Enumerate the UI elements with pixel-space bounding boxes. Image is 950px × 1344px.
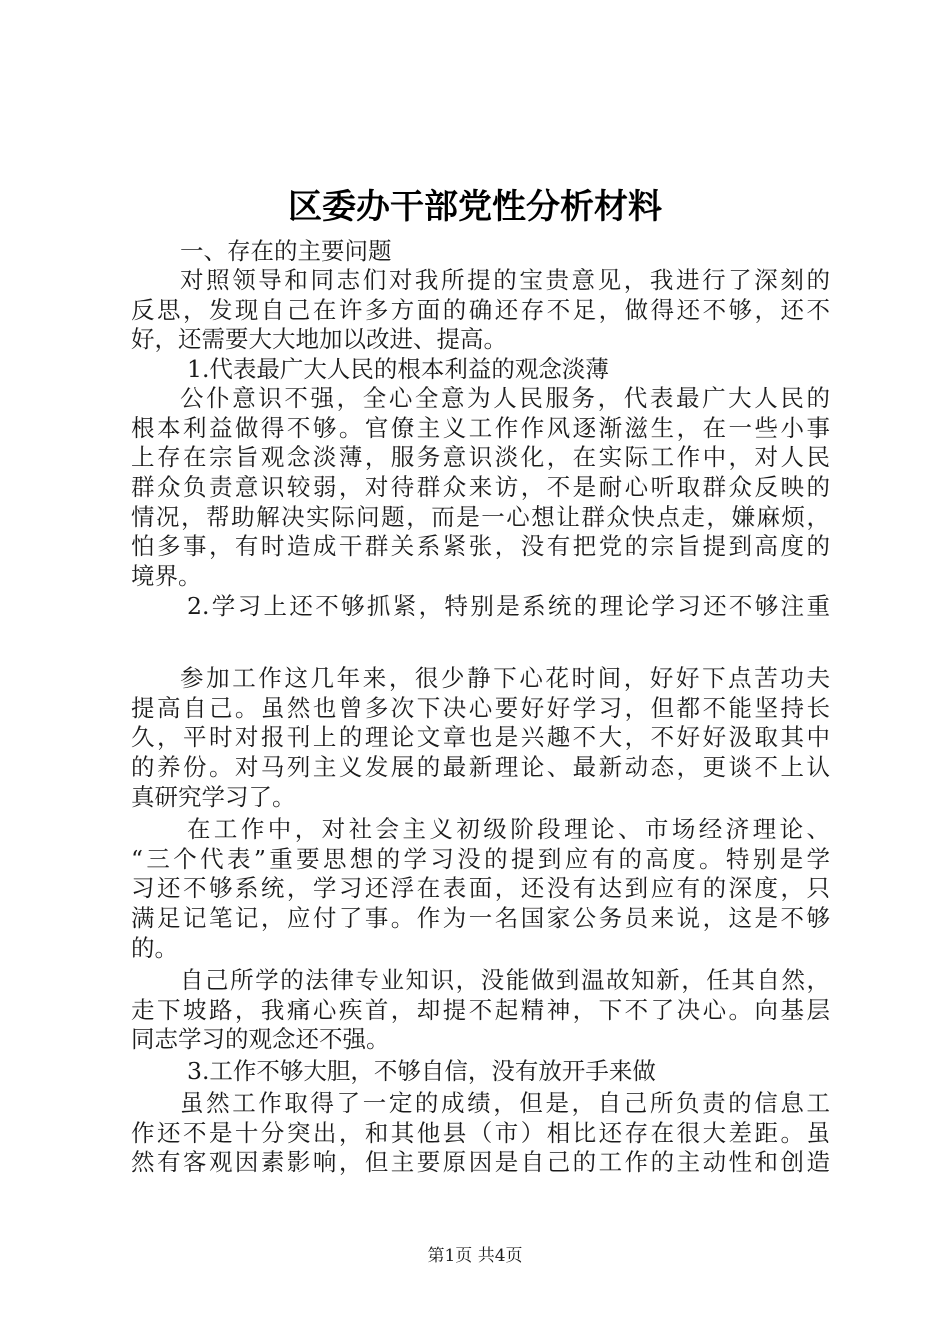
paragraph-line: 群众负责意识较弱，对待群众来访，不是耐心听取群众反映的 [131,473,830,501]
section-heading: 一、存在的主要问题 [180,237,392,265]
paragraph-line: 境界。 [131,562,202,590]
paragraph-line: 的。 [131,934,178,962]
paragraph-line: 走下坡路，我痛心疾首，却提不起精神，下不了决心。向基层 [131,996,830,1024]
paragraph-line: 根本利益做得不够。官僚主义工作作风逐渐滋生，在一些小事 [131,414,830,442]
subsection-heading: 2.学习上还不够抓紧，特别是系统的理论学习还不够注重 [187,592,830,620]
subsection-heading: 1.代表最广大人民的根本利益的观念淡薄 [187,355,609,383]
paragraph-line: 虽然工作取得了一定的成绩，但是，自己所负责的信息工 [180,1089,830,1117]
paragraph-line: 公仆意识不强，全心全意为人民服务，代表最广大人民的 [180,384,830,412]
paragraph-line: 提高自己。虽然也曾多次下决心要好好学习，但都不能坚持长 [131,694,830,722]
paragraph-line: 久，平时对报刊上的理论文章也是兴趣不大，不好好汲取其中 [131,723,830,751]
paragraph-line: 作还不是十分突出，和其他县（市）相比还存在很大差距。虽 [131,1119,830,1147]
page-number-footer: 第1页 共4页 [427,1246,523,1266]
paragraph-line: 情况，帮助解决实际问题，而是一心想让群众快点走，嫌麻烦， [131,503,830,531]
paragraph-line: 同志学习的观念还不强。 [131,1025,390,1053]
paragraph-line: 然有客观因素影响，但主要原因是自己的工作的主动性和创造 [131,1148,830,1176]
paragraph-line: 对照领导和同志们对我所提的宝贵意见，我进行了深刻的 [180,266,830,294]
paragraph-line: 自己所学的法律专业知识，没能做到温故知新，任其自然， [180,966,830,994]
subsection-heading: 3.工作不够大胆，不够自信，没有放开手来做 [187,1057,656,1085]
paragraph-line: “三个代表”重要思想的学习没的提到应有的高度。特别是学 [131,845,830,873]
paragraph-line: 满足记笔记，应付了事。作为一名国家公务员来说，这是不够 [131,904,830,932]
paragraph-line: 好，还需要大大地加以改进、提高。 [131,325,507,353]
paragraph-line: 习还不够系统，学习还浮在表面，还没有达到应有的深度，只 [131,874,830,902]
paragraph-line: 在工作中，对社会主义初级阶段理论、市场经济理论、 [187,815,830,843]
paragraph-line: 反思，发现自己在许多方面的确还存不足，做得还不够，还不 [131,296,830,324]
paragraph-line: 的养份。对马列主义发展的最新理论、最新动态，更谈不上认 [131,753,830,781]
paragraph-line: 上存在宗旨观念淡薄，服务意识淡化，在实际工作中，对人民 [131,443,830,471]
paragraph-line: 参加工作这几年来，很少静下心花时间，好好下点苦功夫 [180,664,830,692]
paragraph-line: 怕多事，有时造成干群关系紧张，没有把党的宗旨提到高度的 [131,532,830,560]
document-title: 区委办干部党性分析材料 [288,187,662,227]
paragraph-line: 真研究学习了。 [131,783,296,811]
